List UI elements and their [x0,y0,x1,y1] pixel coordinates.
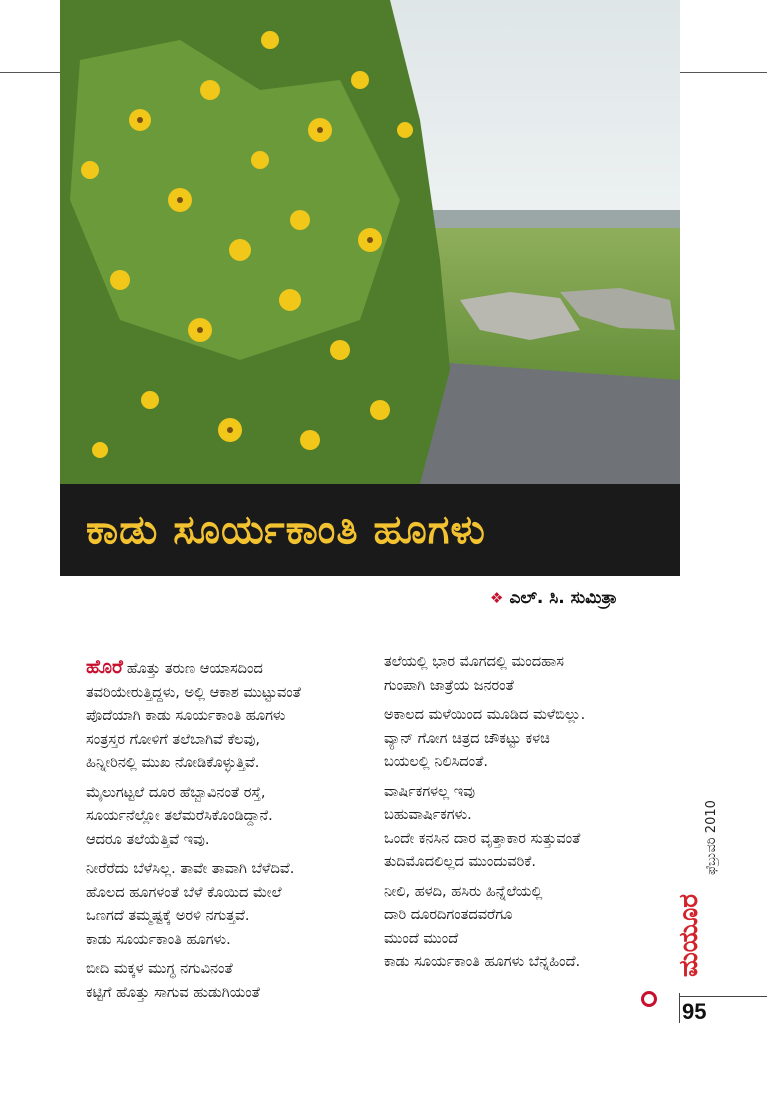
poem-line: ಗುಂಪಾಗಿ ಜಾತ್ರೆಯ ಜನರಂತೆ [384,677,514,694]
poem-line: ಆದರೂ ತಲೆಯೆತ್ತಿವೆ ಇವು. [86,831,210,848]
poem-line: ಬಯಲಲ್ಲಿ ನಿಲಿಸಿದಂತೆ. [384,754,488,770]
page-divider [679,993,680,1023]
poem-line: ತವರಿಯೇರುತ್ತಿದ್ದಳು, ಅಲ್ಲಿ ಆಕಾಶ ಮುಟ್ಟುವಂತೆ [86,684,301,701]
stanza [384,781,674,875]
wild-sunflower-photo-icon [60,0,680,484]
poem-line: ಪೊದೆಯಾಗಿ ಕಾಡು ಸೂರ್ಯಕಾಂತಿ ಹೂಗಳು [86,708,286,724]
stanza [86,858,376,952]
poem-line: ಹೊಲದ ಹೂಗಳಂತೆ ಬೆಳೆ ಕೊಯಿದ ಮೇಲೆ [86,884,282,901]
footer-rule [680,996,767,997]
poem-line: ಒಂದೇ ಕನಸಿನ ದಾರ ವೃತ್ತಾಕಾರ ಸುತ್ತುವಂತೆ [384,830,581,847]
author-name: ಎಲ್. ಸಿ. ಸುಮಿತ್ರಾ [509,588,618,608]
poem-line: ತುದಿಮೊದಲಿಲ್ಲದ ಮುಂದುವರಿಕೆ. [384,854,536,870]
poem-line: ಮೈಲುಗಟ್ಟಲೆ ದೂರ ಹೆಬ್ಬಾವಿನಂತೆ ರಸ್ತೆ, [86,784,266,801]
article-title: ಕಾಡು ಸೂರ್ಯಕಾಂತಿ ಹೂಗಳು [86,507,486,553]
poem-line: ಹೊರೆ ಹೊತ್ತು ತರುಣ ಆಯಾಸದಿಂದ [86,656,263,678]
poem-line: ಸೂರ್ಯನೆಲ್ಲೋ ತಲೆಮರೆಸಿಕೊಂಡಿದ್ದಾನೆ. [86,808,273,824]
stanza [384,881,674,975]
poem-line: ಬಹುವಾರ್ಷಿಕಗಳು. [384,807,472,823]
issue-date: ಫೆಬ್ರುವರಿ 2010 [703,800,719,875]
stanza [86,656,376,776]
poem-line: ಹಿನ್ನೀರಿನಲ್ಲಿ ಮುಖ ನೋಡಿಕೊಳ್ಳುತ್ತಿವೆ. [86,755,260,771]
drop-cap: ಹೊರೆ [86,656,123,678]
stanza [86,782,376,853]
poem-line: ಕಾಡು ಸೂರ್ಯಕಾಂತಿ ಹೂಗಳು. [86,931,231,948]
poem-line: ವಾರ್ಷಿಕಗಳಲ್ಲ ಇವು [384,783,476,800]
poem-line: ತಲೆಯಲ್ಲಿ ಭಾರ ಮೊಗದಲ್ಲಿ ಮಂದಹಾಸ [384,654,564,670]
poem-line: ಕಾಡು ಸೂರ್ಯಕಾಂತಿ ಹೂಗಳು ಬೆನ್ನಹಿಂದೆ. [384,954,581,970]
poem-column-left [86,656,376,1011]
poem-line: ಒಣಗದೆ ತಮ್ಮಷ್ಟಕ್ಕೆ ಅರಳಿ ನಗುತ್ತವೆ. [86,908,250,924]
poem-line: ಅಕಾಲದ ಮಳೆಯಿಂದ ಮೂಡಿದ ಮಳೆಬಿಲ್ಲು. [384,707,586,723]
poem-line: ಮುಂದೆ ಮುಂದೆ [384,930,459,947]
poem-line: ವ್ಯಾನ್ ಗೋಗ ಚಿತ್ರದ ಚೌಕಟ್ಟು ಕಳಚಿ [384,730,550,747]
hero-photo [60,0,680,484]
poem-line: ದಾರಿ ದೂರದಿಗಂತದವರೆಗೂ [384,907,513,923]
title-bar [60,484,680,576]
page-number: 95 [682,999,707,1024]
poem-line: ನೀರೆರೆದು ಬೆಳೆಸಿಲ್ಲ. ತಾವೇ ತಾವಾಗಿ ಬೆಳೆದಿವೆ. [86,861,295,877]
diamond-bullet-icon: ❖ [490,589,504,607]
poem-column-right [384,651,674,981]
stanza [384,651,674,698]
poem-line: ಸಂತ್ರಸ್ತರ ಗೋಳಿಗೆ ತಲೆಬಾಗಿವೆ ಕೆಲವು, [86,731,260,748]
page-marker-icon [641,991,657,1007]
top-rule-left [0,72,60,73]
top-rule-right [679,72,767,73]
poem-line: ಕಟ್ಟಿಗೆ ಹೊತ್ತು ಸಾಗುವ ಹುಡುಗಿಯಂತೆ [86,984,260,1001]
poem-line: ನೀಲಿ, ಹಳದಿ, ಹಸಿರು ಹಿನ್ನೆಲೆಯಲ್ಲಿ [384,883,543,900]
poem-line: ಬೀದಿ ಮಕ್ಕಳ ಮುಗ್ಧ ನಗುವಿನಂತೆ [86,961,233,977]
stanza [384,704,674,775]
author-byline [490,588,617,608]
stanza [86,958,376,1005]
magazine-brand: ಮಯೂರ [673,894,704,977]
